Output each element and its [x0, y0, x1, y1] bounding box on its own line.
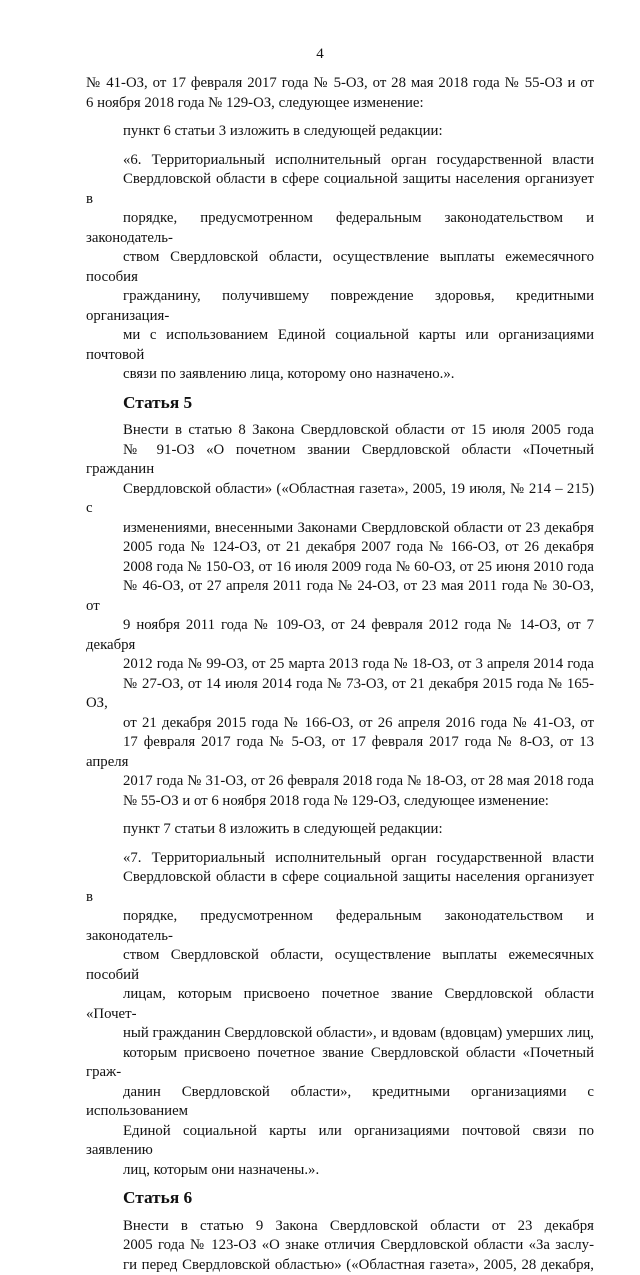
text-line: № 41-ОЗ, от 17 февраля 2017 года № 5-ОЗ, от 28 мая 2018 года № 55-ОЗ и от: [86, 74, 594, 94]
article-heading-6: Статья 6: [86, 1188, 594, 1208]
text-line: Единой социальной карты или организациями почтовой связи по заявлению: [86, 1122, 594, 1161]
text-line: № 27-ОЗ, от 14 июля 2014 года № 73-ОЗ, от 21 декабря 2015 года № 165-ОЗ,: [86, 675, 594, 714]
text-line: 6 ноября 2018 года № 129-ОЗ, следующее изменение:: [86, 94, 594, 114]
text-line: от 21 декабря 2015 года № 166-ОЗ, от 26 апреля 2016 года № 41-ОЗ, от: [86, 714, 594, 734]
text-line: которым присвоено почетное звание Свердловской области «Почетный граж-: [86, 1044, 594, 1083]
paragraph-quote-item6: [86, 151, 594, 385]
text-line: ми с использованием Единой социальной карты или организациями почтовой: [86, 326, 594, 365]
paragraph-article6-body: [86, 1217, 594, 1275]
document-body: [86, 74, 594, 1275]
text-line: ги перед Свердловской областью» («Областная газета», 2005, 28 декабря,: [86, 1256, 594, 1275]
text-line: № 91-ОЗ «О почетном звании Свердловской области «Почетный гражданин: [86, 441, 594, 480]
article-heading-5: Статья 5: [86, 393, 594, 413]
text-line: 2012 года № 99-ОЗ, от 25 марта 2013 года № 18-ОЗ, от 3 апреля 2014 года: [86, 655, 594, 675]
text-line: лиц, которым они назначены.».: [86, 1161, 594, 1181]
text-line: «6. Территориальный исполнительный орган государственной власти: [86, 151, 594, 171]
text-line: порядке, предусмотренном федеральным законодательством и законодатель-: [86, 209, 594, 248]
text-line: 2008 года № 150-ОЗ, от 16 июля 2009 года № 60-ОЗ, от 25 июня 2010 года: [86, 558, 594, 578]
text-line: 2017 года № 31-ОЗ, от 26 февраля 2018 года № 18-ОЗ, от 28 мая 2018 года: [86, 772, 594, 792]
text-line: Свердловской области в сфере социальной защиты населения организует в: [86, 170, 594, 209]
text-line: пункт 6 статьи 3 изложить в следующей редакции:: [86, 122, 594, 142]
text-line: Свердловской области» («Областная газета», 2005, 19 июля, № 214 – 215) с: [86, 480, 594, 519]
text-line: Внести в статью 9 Закона Свердловской области от 23 декабря: [86, 1217, 594, 1237]
text-line: 2005 года № 124-ОЗ, от 21 декабря 2007 года № 166-ОЗ, от 26 декабря: [86, 538, 594, 558]
text-line: ством Свердловской области, осуществление выплаты ежемесячных пособий: [86, 946, 594, 985]
text-line: «7. Территориальный исполнительный орган государственной власти: [86, 849, 594, 869]
text-line: связи по заявлению лица, которому оно назначено.».: [86, 365, 594, 385]
text-line: ством Свердловской области, осуществление выплаты ежемесячного пособия: [86, 248, 594, 287]
text-line: Внести в статью 8 Закона Свердловской области от 15 июля 2005 года: [86, 421, 594, 441]
paragraph-quote-item7: [86, 849, 594, 1181]
text-line: Свердловской области в сфере социальной защиты населения организует в: [86, 868, 594, 907]
text-line: изменениями, внесенными Законами Свердловской области от 23 декабря: [86, 519, 594, 539]
text-line: гражданину, получившему повреждение здоровья, кредитными организация-: [86, 287, 594, 326]
paragraph-amendments-tail: [86, 74, 594, 113]
text-line: данин Свердловской области», кредитными организациями с использованием: [86, 1083, 594, 1122]
text-line: лицам, которым присвоено почетное звание Свердловской области «Почет-: [86, 985, 594, 1024]
text-line: 17 февраля 2017 года № 5-ОЗ, от 17 февраля 2017 года № 8-ОЗ, от 13 апреля: [86, 733, 594, 772]
text-line: пункт 7 статьи 8 изложить в следующей редакции:: [86, 820, 594, 840]
paragraph-instruction-article3: [86, 122, 594, 142]
page-number: 4: [0, 44, 640, 64]
paragraph-instruction-article8: [86, 820, 594, 840]
text-line: № 46-ОЗ, от 27 апреля 2011 года № 24-ОЗ, от 23 мая 2011 года № 30-ОЗ, от: [86, 577, 594, 616]
text-line: 9 ноября 2011 года № 109-ОЗ, от 24 февраля 2012 года № 14-ОЗ, от 7 декабря: [86, 616, 594, 655]
text-line: № 55-ОЗ и от 6 ноября 2018 года № 129-ОЗ, следующее изменение:: [86, 792, 594, 812]
text-line: ный гражданин Свердловской области», и вдовам (вдовцам) умерших лиц,: [86, 1024, 594, 1044]
text-line: 2005 года № 123-ОЗ «О знаке отличия Свердловской области «За заслу-: [86, 1236, 594, 1256]
paragraph-article5-body: [86, 421, 594, 811]
text-line: порядке, предусмотренном федеральным законодательством и законодатель-: [86, 907, 594, 946]
